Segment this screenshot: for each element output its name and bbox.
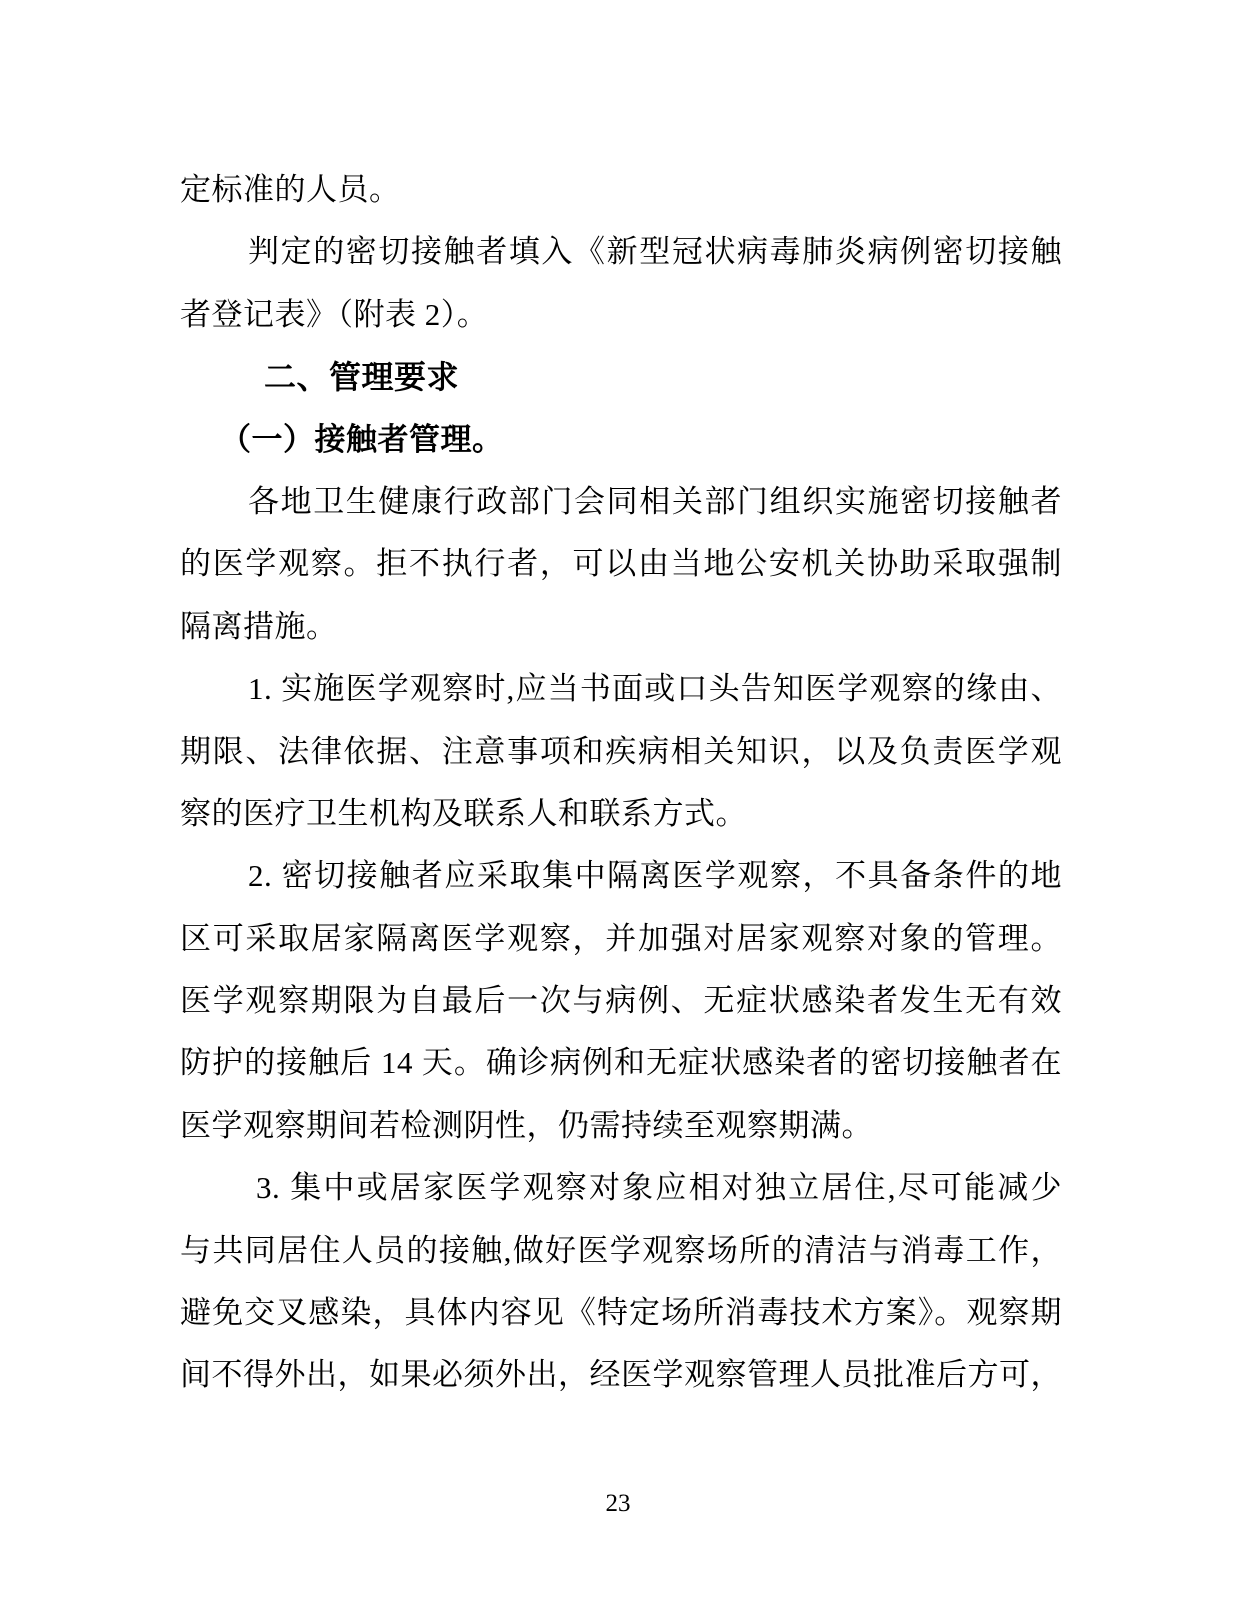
line-13-paragraph: 区可采取居家隔离医学观察，并加强对居家观察对象的管理。 xyxy=(180,920,1062,956)
line-07-paragraph: 的医学观察。拒不执行者，可以由当地公安机关协助采取强制 xyxy=(180,546,1062,582)
line-10-paragraph: 期限、法律依据、注意事项和疾病相关知识，以及负责医学观 xyxy=(180,733,1062,769)
line-17-item-3: 3. 集中或居家医学观察对象应相对独立居住,尽可能减少 xyxy=(256,1170,1062,1206)
line-08-paragraph-end: 隔离措施。 xyxy=(180,608,338,644)
line-06-paragraph: 各地卫生健康行政部门会同相关部门组织实施密切接触者 xyxy=(248,483,1062,519)
page-number: 23 xyxy=(605,1490,631,1517)
line-03-paragraph-end: 者登记表》（附表 2）。 xyxy=(180,296,489,332)
line-12-item-2: 2. 密切接触者应采取集中隔离医学观察，不具备条件的地 xyxy=(248,858,1062,894)
line-16-paragraph-end: 医学观察期间若检测阴性，仍需持续至观察期满。 xyxy=(180,1107,873,1143)
line-11-paragraph-end: 察的医疗卫生机构及联系人和联系方式。 xyxy=(180,795,747,831)
line-09-item-1: 1. 实施医学观察时,应当书面或口头告知医学观察的缘由、 xyxy=(248,671,1062,707)
subsection-heading: （一）接触者管理。 xyxy=(220,421,504,457)
line-15-paragraph: 防护的接触后 14 天。确诊病例和无症状感染者的密切接触者在 xyxy=(180,1045,1062,1081)
document-body xyxy=(180,159,1062,1407)
line-01-paragraph-end: 定标准的人员。 xyxy=(180,172,401,207)
line-20-paragraph: 间不得外出，如果必须外出，经医学观察管理人员批准后方可， xyxy=(180,1357,1062,1393)
line-18-paragraph: 与共同居住人员的接触,做好医学观察场所的清洁与消毒工作， xyxy=(180,1232,1062,1268)
line-19-paragraph: 避免交叉感染，具体内容见《特定场所消毒技术方案》。观察期 xyxy=(180,1295,1062,1331)
section-heading: 二、管理要求 xyxy=(264,359,460,396)
line-14-paragraph: 医学观察期限为自最后一次与病例、无症状感染者发生无有效 xyxy=(180,983,1062,1019)
line-02-paragraph: 判定的密切接触者填入《新型冠状病毒肺炎病例密切接触 xyxy=(248,234,1062,270)
